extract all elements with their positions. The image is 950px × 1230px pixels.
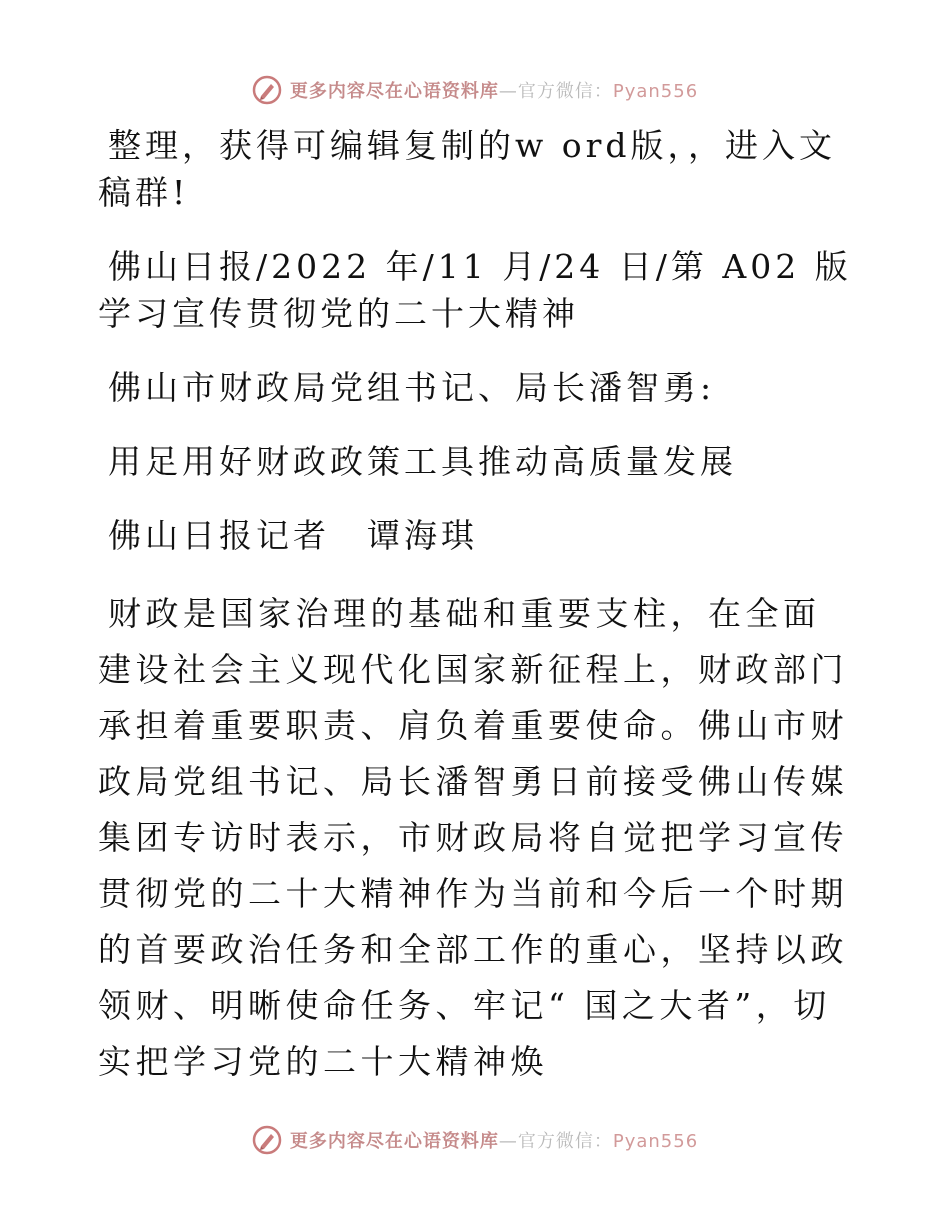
watermark-wechat-id: Pyan556 [612,81,699,102]
watermark-separator: — [498,1131,518,1152]
footer-watermark [0,1120,950,1160]
document-body [98,122,854,1117]
header-watermark [0,70,950,110]
watermark-text [290,77,698,103]
body-paragraph: 财政是国家治理的基础和重要支柱，在全面建设社会主义现代化国家新征程上，财政部门承担着重要职责、肩负着重要使命。佛山市财政局党组书记、局长潘智勇日前接受佛山传媒集团专访时表示，市财政局将自觉把学习宣传贯彻党的二十大精神作为当前和今后一个时期的首要政治任务和全部工作的重心，坚持以政领财、明晰使命任务、牢记“ 国之大者”，切实把学习党的二十大精神焕 [98,594,848,1081]
intro-note: 整理，获得可编辑复制的w ord版，，进入文稿群! [98,126,837,212]
pen-logo-icon [252,1125,282,1155]
watermark-wechat-id: Pyan556 [612,1131,699,1152]
byline: 佛山日报记者 谭海琪 [108,516,478,555]
watermark-text [290,1127,698,1153]
watermark-main: 更多内容尽在心语资料库 [289,1131,499,1152]
watermark-main: 更多内容尽在心语资料库 [289,81,499,102]
pen-logo-icon [252,75,282,105]
watermark-official: 官方微信： [517,81,613,102]
watermark-official: 官方微信： [517,1131,613,1152]
article-title: 用足用好财政政策工具推动高质量发展 [108,442,737,481]
watermark-separator: — [498,81,518,102]
interviewee-line: 佛山市财政局党组书记、局长潘智勇: [108,368,716,407]
source-line: 佛山日报/2022 年/11 月/24 日/第 A02 版学习宣传贯彻党的二十大精神 [98,247,852,333]
